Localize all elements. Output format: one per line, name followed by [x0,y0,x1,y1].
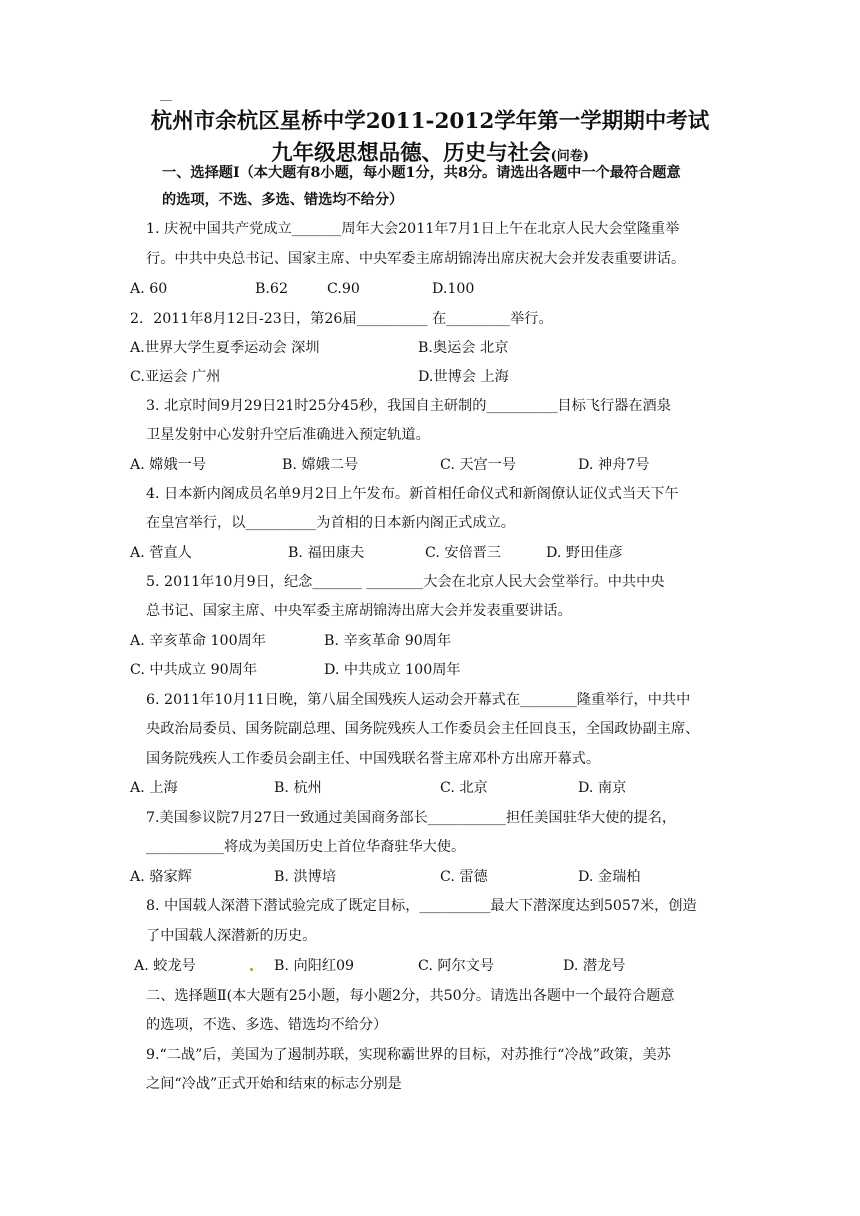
section2-instructions-line1: 二、选择题Ⅱ(本大题有25小题，每小题2分，共50分。请选出各题中一个最符合题意 [146,988,675,1004]
q7-option-c: C. 雷德 [440,869,488,885]
q1-option-a: A. 60 [130,281,168,297]
q7-option-b: B. 洪博培 [274,869,337,885]
section1-instructions-line2: 的选项，不选、多选、错选均不给分） [162,192,404,208]
q3-option-a: A. 嫦娥一号 [130,457,207,473]
q5-option-d: D. 中共成立 100周年 [324,662,461,678]
q2-option-c: C.亚运会 广州 [130,369,221,385]
q5-option-a: A. 辛亥革命 100周年 [130,633,266,649]
q8-option-d: D. 潜龙号 [563,958,626,974]
q1-option-c: C.90 [327,281,360,297]
q6-option-a: A. 上海 [130,780,178,796]
q4-option-c: C. 安倍晋三 [425,545,502,561]
q3-option-d: D. 神舟7号 [578,457,650,473]
q5-option-c: C. 中共成立 90周年 [130,662,258,678]
q1-text-line1: 1. 庆祝中国共产党成立_______周年大会2011年7月1日上午在北京人民大会堂隆重举 [146,221,680,237]
exam-title: 杭州市余杭区星桥中学2011-2012学年第一学期期中考试 [150,109,710,134]
q6-text-line1: 6. 2011年10月11日晚，第八届全国残疾人运动会开幕式在________隆重举行，中共中 [146,692,691,708]
q7-option-a: A. 骆家辉 [130,869,192,885]
q4-text-line2: 在皇宫举行，以__________为首相的日本新内阁正式成立。 [146,515,515,531]
q4-option-a: A. 菅直人 [130,545,192,561]
subject-title: 九年级思想品德、历史与社会 [271,141,551,166]
q8-text-line1: 8. 中国载人深潜下潜试验完成了既定目标，__________最大下潜深度达到5057米，创造 [146,898,697,914]
section1-instructions-line1: 一、选择题Ⅰ（本大题有8小题，每小题1分，共8分。请选出各题中一个最符合题意 [162,165,681,181]
q4-option-b: B. 福田康夫 [288,545,365,561]
q6-option-b: B. 杭州 [274,780,322,796]
q8-option-b: B. 向阳红09 [274,958,355,974]
q2-option-a: A.世界大学生夏季运动会 深圳 [130,340,320,356]
q6-option-c: C. 北京 [440,780,488,796]
corner-mark [160,100,172,101]
speck-mark [250,968,253,971]
q5-text-line2: 总书记、国家主席、中央军委主席胡锦涛出席大会并发表重要讲话。 [146,603,572,619]
q6-option-d: D. 南京 [578,780,627,796]
q3-option-c: C. 天宫一号 [440,457,517,473]
q6-text-line2: 央政治局委员、国务院副总理、国务院残疾人工作委员会主任回良玉，全国政协副主席、 [146,721,700,737]
q1-text-line2: 行。中共中央总书记、国家主席、中央军委主席胡锦涛出席庆祝大会并发表重要讲话。 [146,251,686,267]
q4-text-line1: 4. 日本新内阁成员名单9月2日上午发布。新首相任命仪式和新阁僚认证仪式当天下午 [146,486,679,502]
section2-instructions-line2: 的选项，不选、多选、错选均不给分） [146,1017,388,1033]
q5-text-line1: 5. 2011年10月9日，纪念_______ ________大会在北京人民大会堂举行。中共中央 [146,574,665,590]
q8-option-a: A. 蛟龙号 [134,958,196,974]
paper-type: (问卷) [550,149,589,164]
q9-text-line2: 之间“冷战”正式开始和结束的标志分别是 [146,1076,402,1092]
q7-option-d: D. 金瑞柏 [578,869,641,885]
q9-text-line1: 9.“二战”后，美国为了遏制苏联，实现称霸世界的目标，对苏推行“冷战”政策，美苏 [146,1047,671,1063]
q1-option-b: B.62 [255,281,288,297]
q6-text-line3: 国务院残疾人工作委员会副主任、中国残联名誉主席邓朴方出席开幕式。 [146,751,601,767]
q3-option-b: B. 嫦娥二号 [282,457,359,473]
q3-text-line2: 卫星发射中心发射升空后准确进入预定轨道。 [146,427,430,443]
q2-option-d: D.世博会 上海 [418,369,509,385]
q7-text-line1: 7.美国参议院7月27日一致通过美国商务部长___________担任美国驻华大使的提名， [146,810,677,826]
q8-text-line2: 了中国载人深潜新的历史。 [146,928,317,944]
q2-option-b: B.奥运会 北京 [418,340,509,356]
q7-text-line2: ___________将成为美国历史上首位华裔驻华大使。 [146,839,466,855]
q2-text-line1: 2．2011年8月12日-23日，第26届__________ 在_________举行。 [130,311,553,327]
q3-text-line1: 3. 北京时间9月29日21时25分45秒，我国自主研制的__________目标飞行器在酒泉 [146,398,671,414]
q5-option-b: B. 辛亥革命 90周年 [324,633,452,649]
q4-option-d: D. 野田佳彦 [546,545,623,561]
q1-option-d: D.100 [432,281,475,297]
q8-option-c: C. 阿尔文号 [418,958,495,974]
